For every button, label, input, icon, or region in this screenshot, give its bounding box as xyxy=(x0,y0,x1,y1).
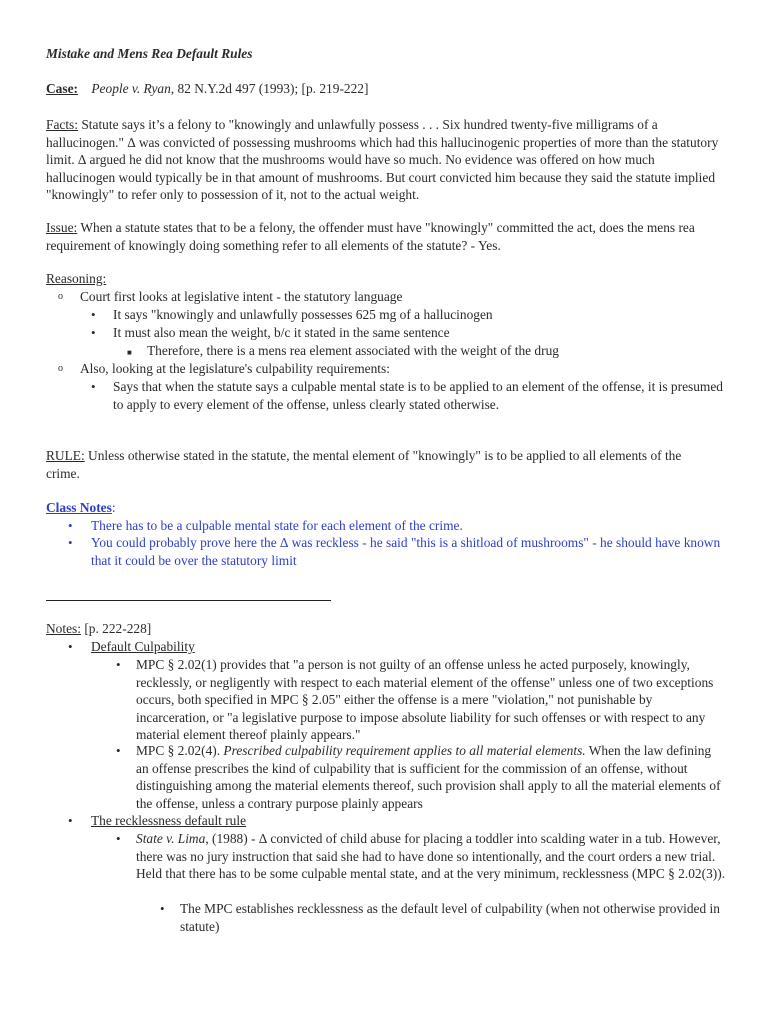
bullet-icon: • xyxy=(116,657,121,672)
bullet-icon: • xyxy=(91,325,96,340)
square-bullet-icon: ■ xyxy=(127,348,132,357)
circle-bullet-icon: o xyxy=(58,363,63,374)
document-title: Mistake and Mens Rea Default Rules xyxy=(46,46,253,61)
list-item xyxy=(160,900,726,935)
list-item xyxy=(68,534,726,569)
notes-pages: [p. 222-228] xyxy=(80,621,152,636)
reasoning-item: Also, looking at the legislature's culpability requirements: xyxy=(80,361,390,376)
case-label: Case: xyxy=(46,81,78,96)
facts-text: Statute says it’s a felony to "knowingly and unlawfully possess . . . Six hundred twenty-five milligrams of a hallucinogen." ∆ was convicted of possessing mushrooms which had this hallucinogenic properties of more than the statutory limit. ∆ argued he did not know that the mushrooms would have so much. No evidence was offered on how much hallucinogen would typically be in that amount of mushrooms. But court convicted him because they said the statute implied "knowingly" to refer only to possession of it, not to the actual weight. xyxy=(46,117,719,203)
class-note-item: There has to be a culpable mental state for each element of the crime. xyxy=(91,518,463,533)
class-notes-heading xyxy=(46,499,726,517)
mpc-202-1-text: MPC § 2.02(1) provides that "a person is not guilty of an offense unless he acted purposely, knowingly, recklessly, or negligently with respect to each material element of the offense" unless one of two exceptions occurs, both specified in MPC § 2.05" either the offense is a mere "violation," not punishable by incarceration, or "a legislative purpose to impose absolute liability for such offenses or with respect to any material element thereof plainly appears." xyxy=(136,657,714,743)
section-divider xyxy=(46,600,331,601)
rule-paragraph xyxy=(46,447,686,482)
case-name: People v. Ryan xyxy=(91,81,171,96)
list-item xyxy=(127,342,726,360)
lima-case-name: State v. Lima xyxy=(136,831,206,846)
reasoning-item: Therefore, there is a mens rea element associated with the weight of the drug xyxy=(147,343,559,358)
mpc-202-4-italic: Prescribed culpability requirement applies to all material elements. xyxy=(223,743,586,758)
facts-paragraph xyxy=(46,116,726,204)
lima-case-text: , (1988) - ∆ convicted of child abuse for placing a toddler into scalding water in a tub. However, there was no jury instruction that said she had to have done so intentionally, and the court orders a new trial. Held that there has to be some culpable mental state, and at the very minimum, recklessness (MPC § 2.02(3)). xyxy=(136,831,726,882)
mpc-202-4-prefix: MPC § 2.02(4). xyxy=(136,743,224,758)
bullet-icon: • xyxy=(68,639,73,654)
reasoning-label: Reasoning: xyxy=(46,271,107,286)
bullet-icon: • xyxy=(116,743,121,758)
list-item xyxy=(91,324,726,342)
case-line xyxy=(46,80,726,98)
rule-label: RULE: xyxy=(46,448,85,463)
issue-label: Issue: xyxy=(46,220,78,235)
class-note-item: You could probably prove here the ∆ was reckless - he said "this is a shitload of mushrooms" - he should have known that it could be over the statutory limit xyxy=(91,535,721,568)
facts-label: Facts: xyxy=(46,117,78,132)
recklessness-default-heading: The recklessness default rule xyxy=(91,813,247,828)
bullet-icon: • xyxy=(68,813,73,828)
case-citation: , 82 N.Y.2d 497 (1993); [p. 219-222] xyxy=(170,81,369,96)
list-item xyxy=(91,378,726,413)
list-item xyxy=(116,656,726,744)
issue-text: When a statute states that to be a felony, the offender must have "knowingly" committed the act, does the mens rea requirement of knowingly doing something refer to all elements of the statute? - Yes. xyxy=(46,220,695,253)
list-item xyxy=(116,830,726,883)
reasoning-heading xyxy=(46,270,726,288)
list-item xyxy=(68,638,726,656)
bullet-icon: • xyxy=(160,901,165,916)
list-item xyxy=(116,742,726,812)
reasoning-item: Court first looks at legislative intent - the statutory language xyxy=(80,289,403,304)
bullet-icon: • xyxy=(91,307,96,322)
mpc-202-4-text: When the law defining an offense prescribes the kind of culpability that is sufficient for the commission of an offense, without distinguishing among the material elements thereof, such provision shall apply to all the material elements of the offense, unless a contrary purpose plainly appears xyxy=(136,743,721,811)
reasoning-item: It says "knowingly and unlawfully possesses 625 mg of a hallucinogen xyxy=(113,307,493,322)
class-notes-label: Class Notes xyxy=(46,500,112,515)
reasoning-item: It must also mean the weight, b/c it stated in the same sentence xyxy=(113,325,450,340)
list-item xyxy=(58,288,726,306)
notes-heading xyxy=(46,620,726,638)
list-item xyxy=(68,812,726,830)
circle-bullet-icon: o xyxy=(58,291,63,302)
bullet-icon: • xyxy=(68,535,73,550)
class-notes-colon: : xyxy=(111,500,116,515)
bullet-icon: • xyxy=(116,831,121,846)
mpc-default-text: The MPC establishes recklessness as the default level of culpability (when not otherwise provided in statute) xyxy=(180,901,720,934)
rule-text: Unless otherwise stated in the statute, the mental element of "knowingly" is to be applied to all elements of the crime. xyxy=(46,448,682,481)
list-item xyxy=(58,360,726,378)
list-item xyxy=(68,517,726,535)
issue-paragraph xyxy=(46,219,726,254)
default-culpability-heading: Default Culpability xyxy=(91,639,195,654)
notes-label: Notes: xyxy=(46,621,81,636)
bullet-icon: • xyxy=(91,379,96,394)
reasoning-item: Says that when the statute says a culpable mental state is to be applied to an element of the offense, it is presumed to apply to every element of the offense, unless clearly stated otherwise. xyxy=(113,379,723,412)
bullet-icon: • xyxy=(68,518,73,533)
list-item xyxy=(91,306,726,324)
